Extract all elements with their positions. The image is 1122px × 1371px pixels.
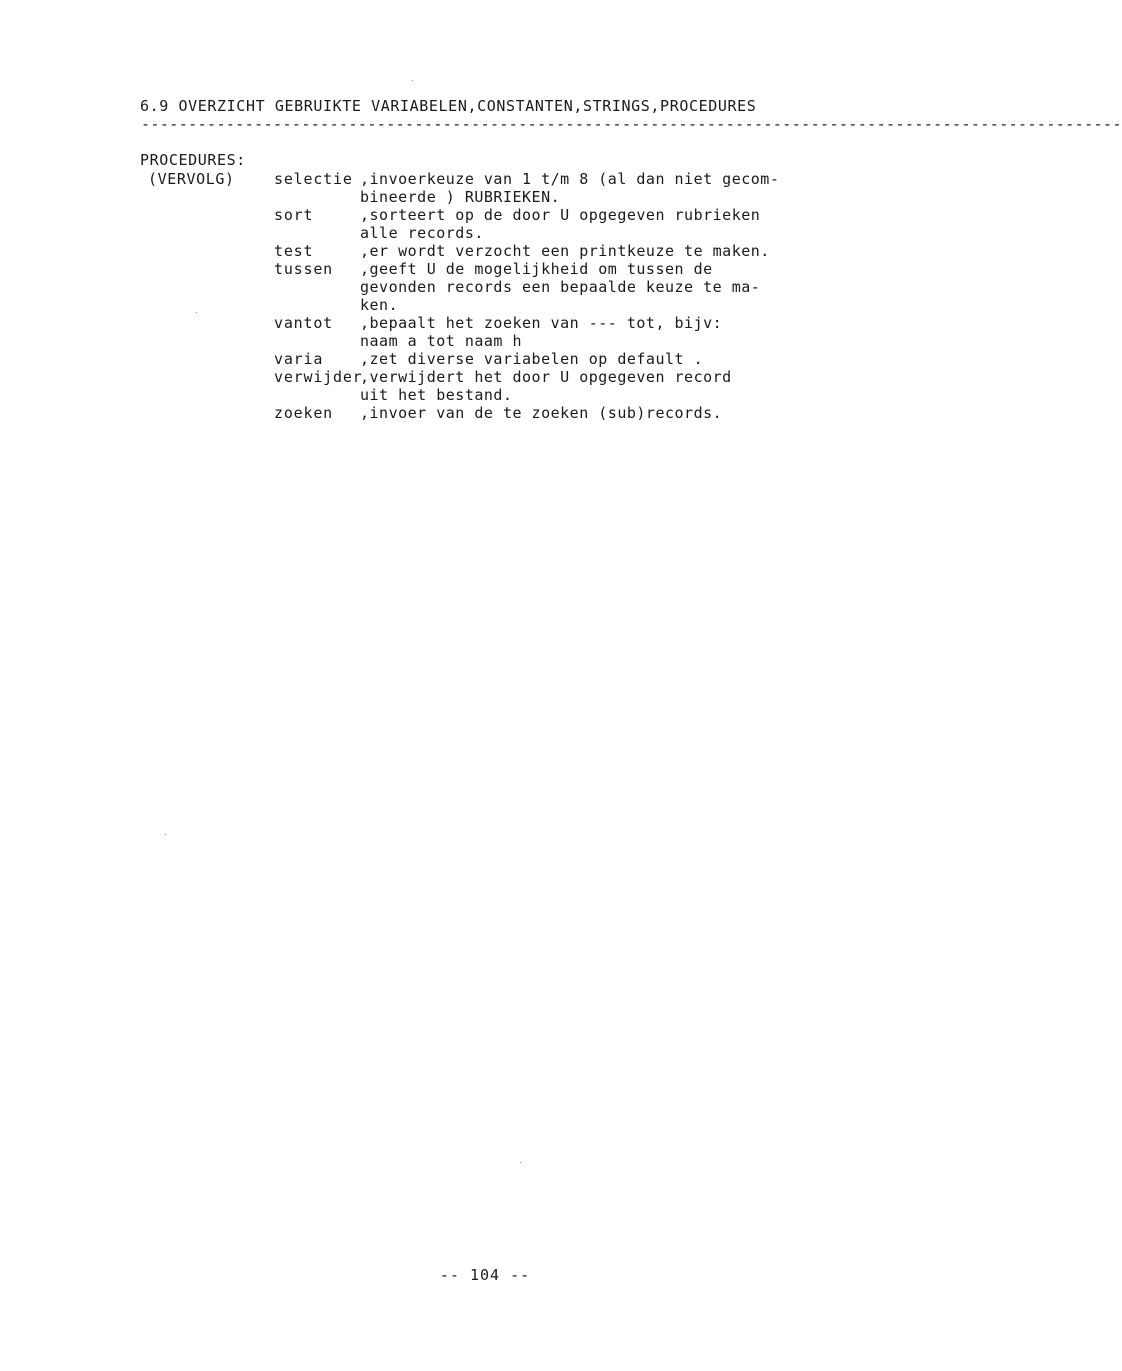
section-heading: 6.9 OVERZICHT GEBRUIKTE VARIABELEN,CONSTANTEN,STRINGS,PROCEDURES [140,97,757,115]
description-line: ken. [360,296,399,314]
description-line: ,bepaalt het zoeken van --- tot, bijv: [360,314,723,332]
procedure-name: vantot [274,314,333,332]
procedure-name: tussen [274,260,333,278]
continued-label: (VERVOLG) [148,170,235,188]
procedure-entry [272,170,847,206]
scan-speck [196,312,197,313]
procedure-name: selectie [274,170,353,188]
procedure-entry [272,404,847,422]
description-line: ,er wordt verzocht een printkeuze te maken. [360,242,770,260]
procedure-description [360,350,847,368]
procedure-description [360,170,847,206]
description-line: ,geeft U de mogelijkheid om tussen de [360,260,713,278]
description-line: gevonden records een bepaalde keuze te ma- [360,278,761,296]
description-line: ,zet diverse variabelen op default . [360,350,704,368]
procedure-description [360,242,847,260]
description-line: ,invoerkeuze van 1 t/m 8 (al dan niet gecom- [360,170,780,188]
procedure-name: zoeken [274,404,333,422]
procedure-list [272,170,847,422]
procedures-label: PROCEDURES: [140,151,246,169]
procedure-description [360,404,847,422]
procedure-name: varia [274,350,324,368]
scan-speck [165,834,166,835]
procedure-entry [272,314,847,350]
procedure-entry [272,368,847,404]
description-line: bineerde ) RUBRIEKEN. [360,188,561,206]
procedure-description [360,206,847,242]
procedure-description [360,368,847,404]
description-line: naam a tot naam h [360,332,523,350]
scan-speck [412,80,413,81]
procedure-entry [272,260,847,314]
procedure-entry [272,350,847,368]
description-line: alle records. [360,224,484,242]
procedure-entry [272,242,847,260]
procedure-name: sort [274,206,314,224]
procedure-description [360,260,847,314]
procedure-name: verwijder [274,368,363,386]
description-line: uit het bestand. [360,386,513,404]
description-line: ,verwijdert het door U opgegeven record [360,368,732,386]
description-line: ,sorteert op de door U opgegeven rubrieken [360,206,761,224]
procedure-description [360,314,847,350]
procedure-name: test [274,242,314,260]
description-line: ,invoer van de te zoeken (sub)records. [360,404,723,422]
procedure-entry [272,206,847,242]
page-number: -- 104 -- [439,1266,531,1284]
scan-speck [520,1162,521,1163]
heading-underline: -------------------------------------------------------------------------------------------------------- [141,115,1122,133]
